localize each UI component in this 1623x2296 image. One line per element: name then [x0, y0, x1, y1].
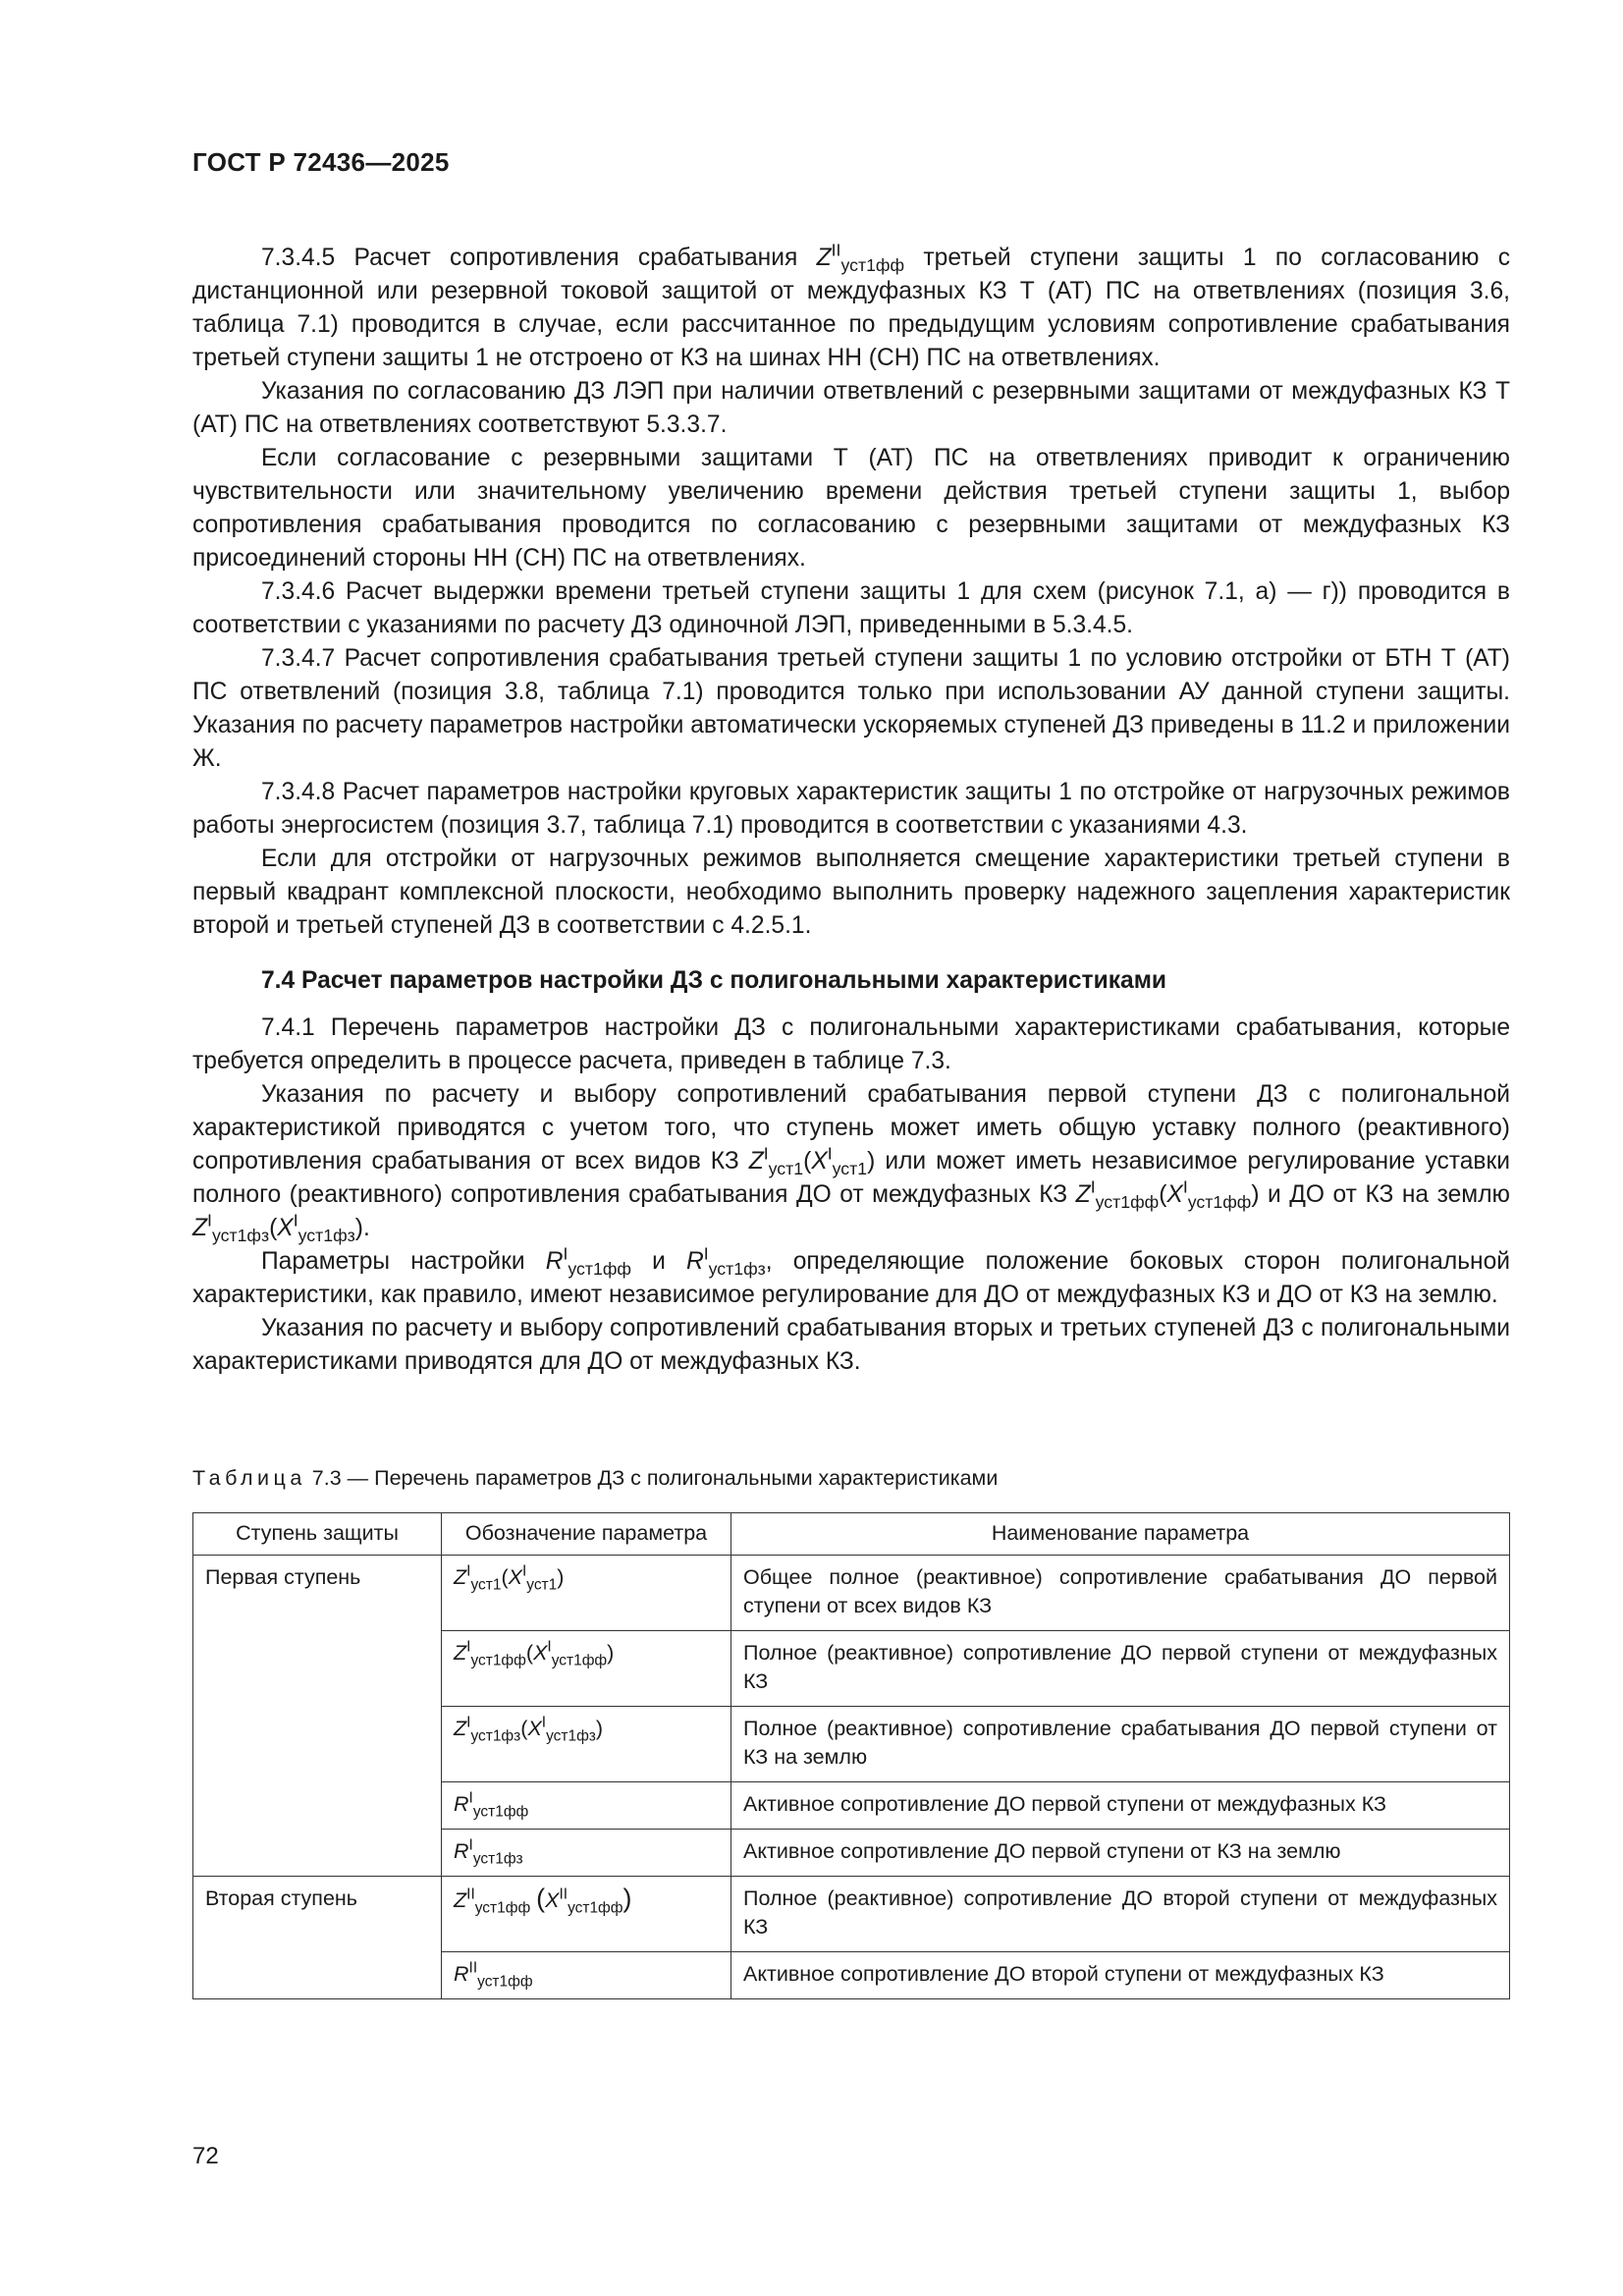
paragraph: Если согласование с резервными защитами Т (АТ) ПС на ответвлениях приводит к ограничению чувствительности или значительному увеличению времени действия третьей ступени защиты 1, выбор сопротивления срабатывания проводится по согласованию с резервными защитами от междуфазных КЗ присоединений стороны НН (СН) ПС на ответвлениях.: [192, 445, 1510, 572]
name-cell: Полное (реактивное) сопротивление срабатывания ДО первой ступени от КЗ на землю: [731, 1707, 1510, 1782]
section-heading: 7.4 Расчет параметров настройки ДЗ с полигональными характеристиками: [261, 967, 1167, 994]
table-caption: Таблица 7.3 — Перечень параметров ДЗ с полигональными характеристиками: [192, 1466, 999, 1490]
paragraph: 7.3.4.7 Расчет сопротивления срабатывания третьей ступени защиты 1 по условию отстройки от БТН Т (АТ) ПС ответвлений (позиция 3.8, таблица 7.1) проводится только при использовании АУ данной ступени защиты. Указания по расчету параметров настройки автоматически ускоряемых ступеней ДЗ приведены в 11.2 и приложении Ж.: [192, 645, 1510, 772]
table-header-row: [193, 1513, 1510, 1556]
name-cell: Полное (реактивное) сопротивление ДО второй ступени от междуфазных КЗ: [731, 1877, 1510, 1952]
formula-z-ust1ff: $Z^I_{уст1фф}(X^I_{уст1фф})$: [1075, 1176, 1260, 1213]
paragraph: Параметры настройки $R^I_{уст1фф}$ и $R^I_{уст1фз}$, определяющие положение боковых сторон полигональной характеристики, как правило, имеют независимое регулирование для ДО от междуфазных КЗ и ДО от КЗ на землю.: [192, 1243, 1511, 1308]
column-header: Обозначение параметра: [442, 1513, 731, 1556]
name-cell: Активное сопротивление ДО первой ступени от КЗ на землю: [731, 1830, 1510, 1877]
formula-z-ust1ff-ii: $Z^{II}_{уст1фф}$: [816, 240, 905, 276]
name-cell: Общее полное (реактивное) сопротивление срабатывания ДО первой ступени от всех видов КЗ: [731, 1556, 1510, 1631]
document-header: ГОСТ Р 72436—2025: [192, 147, 450, 177]
paragraph: 7.3.4.8 Расчет параметров настройки круговых характеристик защиты 1 по отстройке от нагрузочных режимов работы энергосистем (позиция 3.7, таблица 7.1) проводится в соответствии с указаниями 4.3.: [192, 779, 1510, 839]
stage-cell: Первая ступень: [193, 1556, 442, 1877]
symbol-cell: $R^I_{уст1фз}$: [442, 1830, 731, 1877]
paragraph: Указания по расчету и выбору сопротивлений срабатывания вторых и третьих ступеней ДЗ с полигональными характеристиками приводятся для ДО от междуфазных КЗ.: [192, 1315, 1510, 1375]
paragraph: 7.3.4.5 Расчет сопротивления срабатывания $Z^{II}_{уст1фф}$ третьей ступени защиты 1 по согласованию с дистанционной или резервной токовой защитой от междуфазных КЗ Т (АТ) ПС на ответвлениях (позиция 3.6, таблица 7.1) проводится в случае, если рассчитанное по предыдущим условиям сопротивление срабатывания третьей ступени защиты 1 не отстроено от КЗ на шинах НН (СН) ПС на ответвлениях.: [192, 240, 1510, 371]
column-header: Наименование параметра: [731, 1513, 1510, 1556]
name-cell: Активное сопротивление ДО второй ступени от междуфазных КЗ: [731, 1952, 1510, 1999]
formula-z-ust1: $Z^I_{уст1}(X^I_{уст1})$: [748, 1143, 876, 1179]
formula-r-ust1fz: $R^I_{уст1фз}$: [685, 1243, 766, 1280]
symbol-cell: $Z^I_{уст1}(X^I_{уст1})$: [442, 1556, 731, 1631]
symbol-cell: $Z^I_{уст1фф}(X^I_{уст1фф})$: [442, 1631, 731, 1707]
name-cell: Полное (реактивное) сопротивление ДО первой ступени от междуфазных КЗ: [731, 1631, 1510, 1707]
paragraph: Указания по согласованию ДЗ ЛЭП при наличии ответвлений с резервными защитами от междуфазных КЗ Т (АТ) ПС на ответвлениях соответствуют 5.3.3.7.: [192, 378, 1510, 438]
formula-z-ust1fz: $Z^I_{уст1фз}(X^I_{уст1фз})$: [192, 1210, 363, 1246]
paragraph: Если для отстройки от нагрузочных режимов выполняется смещение характеристики третьей ступени в первый квадрант комплексной плоскости, необходимо выполнить проверку надежного зацепления характеристик второй и третьей ступеней ДЗ в соответствии с 4.2.5.1.: [192, 846, 1510, 939]
symbol-cell: $R^I_{уст1фф}$: [442, 1782, 731, 1830]
body-text: [192, 242, 1510, 1379]
paragraph: 7.3.4.6 Расчет выдержки времени третьей ступени защиты 1 для схем (рисунок 7.1, а) — г)) проводится в соответствии с указаниями по расчету ДЗ одиночной ЛЭП, приведенными в 5.3.4.5.: [192, 578, 1510, 638]
stage-cell: Вторая ступень: [193, 1877, 442, 1999]
column-header: Ступень защиты: [193, 1513, 442, 1556]
symbol-cell: $R^{II}_{уст1фф}$: [442, 1952, 731, 1999]
table-row: [193, 1877, 1510, 1952]
page-number: 72: [192, 2143, 219, 2169]
paragraph: Указания по расчету и выбору сопротивлений срабатывания первой ступени ДЗ с полигональной характеристикой приводятся с учетом того, что ступень может иметь общую уставку полного (реактивного) сопротивления срабатывания от всех видов КЗ $Z^I_{уст1}(X^I_{уст1})$ или может иметь независимое регулирование уставки полного (реактивного) сопротивления срабатывания ДО от междуфазных КЗ $Z^I_{уст1фф}(X^I_{уст1фф})$ и ДО от КЗ на землю $Z^I_{уст1фз}(X^I_{уст1фз})$.: [192, 1081, 1510, 1246]
paragraph: 7.4.1 Перечень параметров настройки ДЗ с полигональными характеристиками срабатывания, которые требуется определить в процессе расчета, приведен в таблице 7.3.: [192, 1014, 1510, 1074]
formula-r-ust1ff: $R^I_{уст1фф}$: [545, 1243, 631, 1280]
symbol-cell: $Z^{II}_{уст1фф}$ $(X^{II}_{уст1фф})$: [442, 1877, 731, 1952]
symbol-cell: $Z^I_{уст1фз}(X^I_{уст1фз})$: [442, 1707, 731, 1782]
parameters-table: [192, 1512, 1510, 1999]
table-row: [193, 1556, 1510, 1631]
name-cell: Активное сопротивление ДО первой ступени от междуфазных КЗ: [731, 1782, 1510, 1830]
